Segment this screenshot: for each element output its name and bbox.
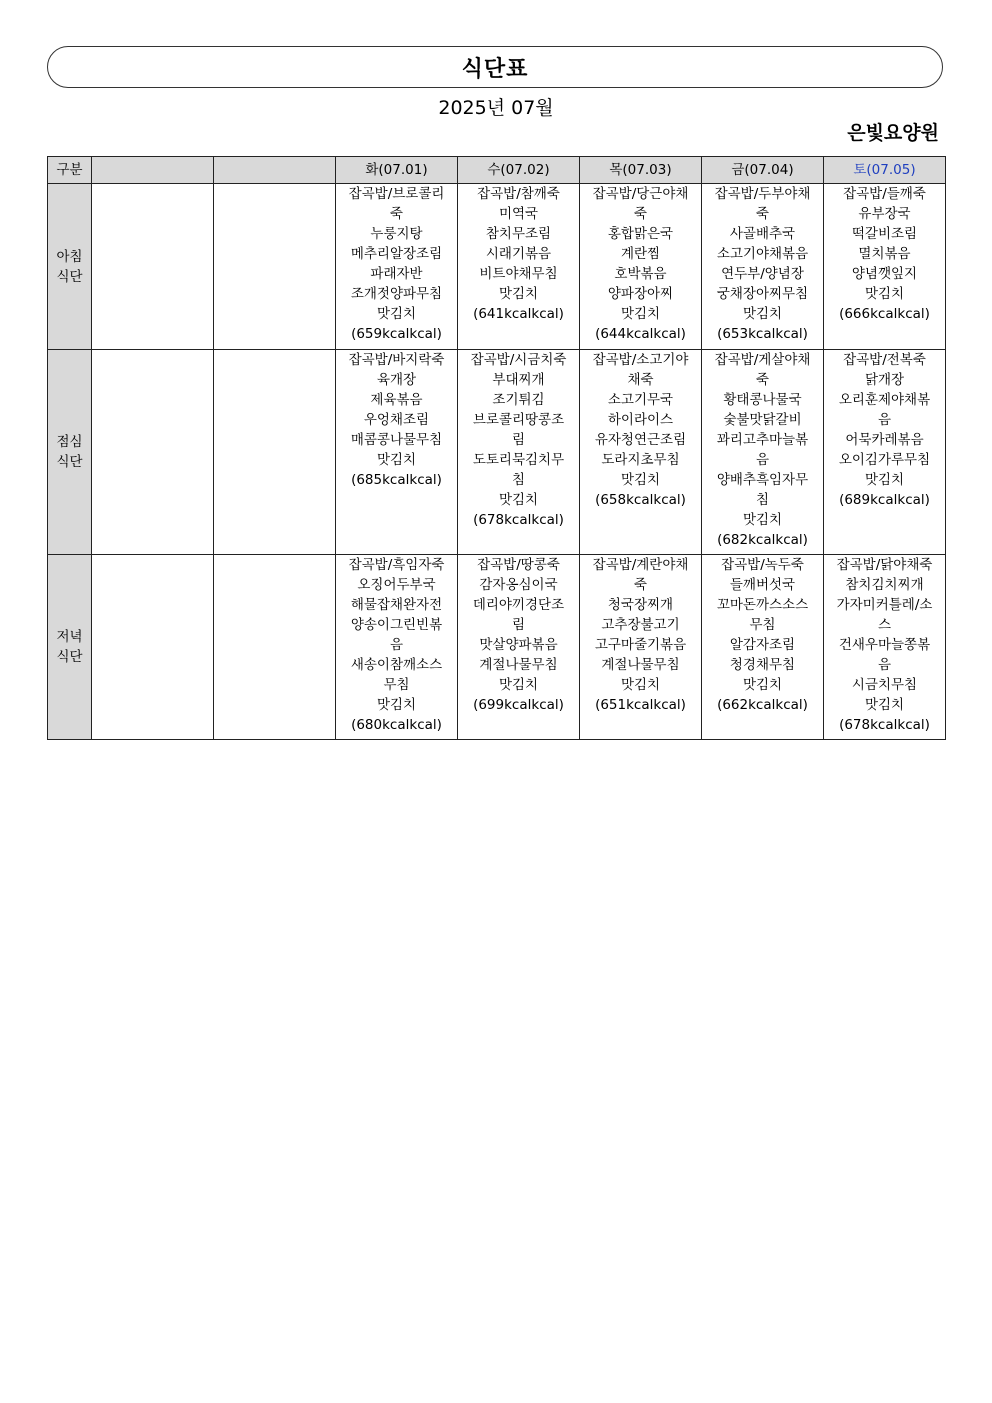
meal-label bbox=[48, 184, 92, 350]
menu-item: 시금치무침 bbox=[851, 677, 918, 693]
menu-item: 건새우마늘쫑볶 bbox=[838, 637, 931, 653]
menu-item: 맛살양파볶음 bbox=[479, 637, 558, 653]
breakfast-row bbox=[48, 184, 946, 350]
menu-item: 육개장 bbox=[376, 372, 417, 388]
meal-label-line: 저녁 bbox=[56, 629, 83, 645]
menu-item: 참치김치찌개 bbox=[845, 577, 924, 593]
menu-item: 유자청연근조림 bbox=[594, 432, 687, 448]
menu-cell bbox=[214, 555, 336, 740]
dinner-row bbox=[48, 555, 946, 740]
column-header-tue: 화(07.01) bbox=[336, 157, 458, 184]
column-header-empty-1 bbox=[92, 157, 214, 184]
menu-item: 맛김치 bbox=[864, 286, 905, 302]
menu-item: 잡곡밥/소고기야 bbox=[592, 352, 689, 368]
menu-item: 채죽 bbox=[627, 372, 654, 388]
menu-item: 양배추흑임자무 bbox=[716, 472, 809, 488]
menu-item: 맛김치 bbox=[376, 306, 417, 322]
menu-item: 오징어두부국 bbox=[357, 577, 436, 593]
menu-cell bbox=[580, 555, 702, 740]
menu-item: 미역국 bbox=[498, 206, 539, 222]
menu-item: 감자옹심이국 bbox=[479, 577, 558, 593]
menu-item: 잡곡밥/계란야채 bbox=[592, 557, 689, 573]
meal-label-line: 식단 bbox=[56, 268, 83, 285]
menu-item: 누룽지탕 bbox=[370, 226, 423, 242]
menu-item: 잡곡밥/들깨죽 bbox=[843, 186, 926, 202]
column-header-empty-2 bbox=[214, 157, 336, 184]
menu-item: 림 bbox=[511, 617, 526, 633]
menu-item: 맛김치 bbox=[864, 472, 905, 488]
menu-item: 음 bbox=[877, 412, 892, 428]
menu-item: 계절나물무침 bbox=[479, 657, 558, 673]
facility-name: 은빛요양원 bbox=[847, 122, 939, 144]
menu-item: 메추리알장조림 bbox=[350, 246, 443, 262]
header-row bbox=[48, 157, 946, 184]
menu-cell bbox=[702, 184, 824, 350]
menu-item: 맛김치 bbox=[620, 472, 661, 488]
menu-item: 잡곡밥/전복죽 bbox=[843, 352, 926, 368]
menu-item: (644kcalkcal) bbox=[595, 326, 686, 342]
menu-item: 죽 bbox=[633, 577, 648, 593]
menu-cell bbox=[214, 184, 336, 350]
menu-item: 무침 bbox=[749, 617, 776, 633]
menu-item: 궁채장아찌무침 bbox=[716, 286, 809, 302]
menu-item: (666kcalkcal) bbox=[839, 306, 930, 322]
meal-label bbox=[48, 350, 92, 555]
menu-cell bbox=[458, 184, 580, 350]
menu-cell bbox=[702, 350, 824, 555]
meal-plan-table bbox=[47, 156, 946, 740]
page-title: 식단표 bbox=[461, 56, 529, 82]
menu-item: 우엉채조림 bbox=[363, 412, 430, 428]
menu-cell bbox=[336, 184, 458, 350]
menu-item: 잡곡밥/두부야채 bbox=[714, 186, 811, 202]
menu-item: (680kcalkcal) bbox=[351, 717, 442, 733]
menu-item: 소고기야채볶음 bbox=[716, 246, 809, 262]
menu-item: 들깨버섯국 bbox=[729, 577, 796, 593]
menu-item: (653kcalkcal) bbox=[717, 326, 808, 342]
menu-item: 소고기무국 bbox=[607, 392, 674, 408]
menu-item: (689kcalkcal) bbox=[839, 492, 930, 508]
menu-item: 제육볶음 bbox=[370, 392, 423, 408]
menu-item: (659kcalkcal) bbox=[351, 326, 442, 342]
menu-item: 잡곡밥/시금치죽 bbox=[470, 352, 567, 368]
menu-item: 고추장불고기 bbox=[601, 617, 680, 633]
menu-item: 맛김치 bbox=[620, 677, 661, 693]
menu-item: (699kcalkcal) bbox=[473, 697, 564, 713]
menu-item: 죽 bbox=[633, 206, 648, 222]
menu-item: 유부장국 bbox=[858, 206, 911, 222]
menu-item: 잡곡밥/닭야채죽 bbox=[836, 557, 933, 573]
menu-item: 매콤콩나물무침 bbox=[350, 432, 443, 448]
menu-item: 무침 bbox=[383, 677, 410, 693]
menu-item: 가자미커틀레/소 bbox=[836, 597, 933, 613]
menu-item: 침 bbox=[511, 472, 526, 488]
menu-item: 스 bbox=[877, 617, 892, 633]
menu-item: 멸치볶음 bbox=[858, 246, 911, 262]
menu-cell bbox=[824, 555, 946, 740]
menu-item: 음 bbox=[877, 657, 892, 673]
menu-item: 청국장찌개 bbox=[607, 597, 674, 613]
menu-item: (682kcalkcal) bbox=[717, 532, 808, 548]
menu-item: 브로콜리땅콩조 bbox=[472, 412, 565, 428]
corner-header: 구분 bbox=[48, 157, 92, 184]
menu-cell bbox=[92, 555, 214, 740]
meal-label-line: 식단 bbox=[56, 454, 83, 470]
menu-item: 닭개장 bbox=[864, 372, 905, 388]
menu-item: 양념깻잎지 bbox=[851, 266, 918, 282]
column-header-thu: 목(07.03) bbox=[580, 157, 702, 184]
menu-cell bbox=[824, 350, 946, 555]
title-box bbox=[47, 46, 943, 88]
menu-item: 떡갈비조림 bbox=[851, 226, 918, 242]
meal-label-line: 식단 bbox=[56, 649, 83, 665]
menu-item: 잡곡밥/바지락죽 bbox=[348, 352, 445, 368]
menu-cell bbox=[702, 555, 824, 740]
menu-item: 잡곡밥/흑임자죽 bbox=[348, 557, 445, 573]
menu-cell bbox=[458, 555, 580, 740]
menu-cell bbox=[824, 184, 946, 350]
menu-item: (651kcalkcal) bbox=[595, 697, 686, 713]
menu-item: (658kcalkcal) bbox=[595, 492, 686, 508]
menu-item: 맛김치 bbox=[376, 452, 417, 468]
menu-cell bbox=[580, 184, 702, 350]
month-label: 2025년 07월 bbox=[438, 97, 554, 119]
menu-item: 음 bbox=[389, 637, 404, 653]
menu-item: 맛김치 bbox=[498, 286, 539, 302]
menu-cell bbox=[336, 350, 458, 555]
menu-item: 죽 bbox=[389, 206, 404, 222]
menu-item: 맛김치 bbox=[742, 512, 783, 528]
menu-item: 어묵카레볶음 bbox=[845, 432, 924, 448]
menu-item: 맛김치 bbox=[376, 697, 417, 713]
menu-item: 맛김치 bbox=[864, 697, 905, 713]
menu-cell bbox=[336, 555, 458, 740]
menu-item: 홍합맑은국 bbox=[607, 226, 674, 242]
column-header-fri: 금(07.04) bbox=[702, 157, 824, 184]
menu-item: 비트야채무침 bbox=[479, 266, 558, 282]
menu-cell bbox=[92, 350, 214, 555]
menu-item: 맛김치 bbox=[742, 677, 783, 693]
lunch-row bbox=[48, 350, 946, 555]
menu-cell bbox=[92, 184, 214, 350]
menu-item: 청경채무침 bbox=[729, 657, 796, 673]
menu-item: 양파장아찌 bbox=[607, 286, 674, 302]
menu-item: 죽 bbox=[755, 372, 770, 388]
menu-item: 참치무조림 bbox=[485, 226, 552, 242]
menu-item: 림 bbox=[511, 432, 526, 448]
menu-item: 양송이그린빈볶 bbox=[350, 617, 443, 633]
menu-item: 침 bbox=[755, 492, 770, 508]
menu-item: 알감자조림 bbox=[729, 637, 796, 653]
menu-item: (685kcalkcal) bbox=[351, 472, 442, 488]
menu-item: 계절나물무침 bbox=[601, 657, 680, 673]
menu-item: 죽 bbox=[755, 206, 770, 222]
menu-item: 부대찌개 bbox=[492, 372, 545, 388]
menu-item: 잡곡밥/참깨죽 bbox=[477, 186, 560, 202]
menu-item: 맛김치 bbox=[498, 677, 539, 693]
menu-cell bbox=[214, 350, 336, 555]
menu-item: 연두부/양념장 bbox=[721, 266, 804, 282]
meal-label bbox=[48, 555, 92, 740]
menu-item: 잡곡밥/브로콜리 bbox=[348, 186, 445, 202]
menu-item: 새송이참깨소스 bbox=[350, 657, 443, 673]
meal-label-line: 점심 bbox=[56, 434, 83, 450]
menu-item: 황태콩나물국 bbox=[723, 392, 802, 408]
menu-item: (678kcalkcal) bbox=[839, 717, 930, 733]
menu-item: 꽈리고추마늘볶 bbox=[716, 432, 809, 448]
menu-item: 음 bbox=[755, 452, 770, 468]
menu-item: 호박볶음 bbox=[614, 266, 667, 282]
menu-item: 해물잡채완자전 bbox=[350, 597, 443, 613]
menu-item: 계란찜 bbox=[620, 246, 661, 262]
menu-item: (662kcalkcal) bbox=[717, 697, 808, 713]
menu-item: 조기튀김 bbox=[492, 392, 545, 408]
menu-item: 오이김가루무침 bbox=[838, 452, 931, 468]
menu-item: 잡곡밥/땅콩죽 bbox=[477, 557, 560, 573]
menu-item: 맛김치 bbox=[498, 492, 539, 508]
menu-item: 시래기볶음 bbox=[485, 246, 552, 262]
menu-item: 맛김치 bbox=[620, 306, 661, 322]
menu-item: 하이라이스 bbox=[607, 412, 674, 428]
menu-cell bbox=[458, 350, 580, 555]
menu-item: 도라지초무침 bbox=[601, 452, 680, 468]
column-header-sat: 토(07.05) bbox=[824, 157, 946, 184]
menu-item: 조개젓양파무침 bbox=[350, 286, 443, 302]
menu-item: 잡곡밥/게살야채 bbox=[714, 352, 811, 368]
menu-item: 오리훈제야채볶 bbox=[838, 392, 931, 408]
menu-item: 숯불맛닭갈비 bbox=[723, 412, 802, 428]
menu-item: 맛김치 bbox=[742, 306, 783, 322]
column-header-wed: 수(07.02) bbox=[458, 157, 580, 184]
menu-item: 도토리묵김치무 bbox=[472, 452, 565, 468]
menu-item: 잡곡밥/당근야채 bbox=[592, 186, 689, 202]
menu-item: 사골배추국 bbox=[729, 226, 796, 242]
meal-label-line: 아침 bbox=[56, 248, 83, 265]
menu-item: 데리야끼경단조 bbox=[472, 597, 565, 613]
menu-item: (641kcalkcal) bbox=[473, 306, 564, 322]
menu-item: 잡곡밥/녹두죽 bbox=[721, 557, 804, 573]
menu-item: 고구마줄기볶음 bbox=[594, 637, 687, 653]
menu-item: 파래자반 bbox=[370, 266, 423, 282]
menu-item: (678kcalkcal) bbox=[473, 512, 564, 528]
menu-cell bbox=[580, 350, 702, 555]
menu-item: 꼬마돈까스소스 bbox=[716, 597, 809, 613]
